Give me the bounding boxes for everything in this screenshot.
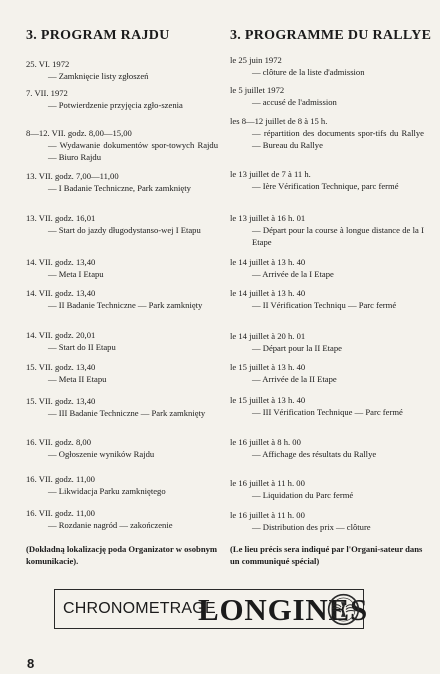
schedule-entry <box>26 127 218 163</box>
schedule-entry <box>26 212 218 236</box>
entry-date: le 15 juillet à 13 h. 40 <box>230 395 306 405</box>
entry-description: — Départ pour la course à longue distance de la I Etape <box>252 225 424 247</box>
schedule-entry <box>26 473 218 497</box>
schedule-entry <box>230 168 424 192</box>
program-heading-polish: 3. PROGRAM RAJDU <box>26 28 170 43</box>
entry-description: — Affichage des résultats du Rallye <box>252 449 377 459</box>
schedule-entry <box>26 361 218 385</box>
entry-description: — II Vérification Techniqu — Parc fermé <box>252 300 397 310</box>
entry-date: 16. VII. godz. 11,00 <box>26 508 95 518</box>
entry-date: le 13 juillet de 7 à 11 h. <box>230 169 311 179</box>
schedule-entry <box>26 395 218 419</box>
entry-description: — Start do jazdy długodystanso-wej I Etapu <box>48 225 201 235</box>
entry-date: les 8—12 juillet de 8 à 15 h. <box>230 116 328 126</box>
longines-timing-banner <box>54 589 369 629</box>
schedule-entry <box>230 361 424 385</box>
entry-description: — accusé de l'admission <box>252 97 337 107</box>
entry-date: 16. VII. godz. 11,00 <box>26 474 95 484</box>
schedule-entry <box>230 54 424 78</box>
entry-date: le 14 juillet à 20 h. 01 <box>230 331 306 341</box>
entry-date: le 14 juillet à 13 h. 40 <box>230 257 306 267</box>
entry-description: — I Badanie Techniczne, Park zamknięty <box>48 183 191 193</box>
schedule-entry <box>230 115 424 151</box>
entry-date: 16. VII. godz. 8,00 <box>26 437 92 447</box>
schedule-entry <box>26 436 218 460</box>
entry-date: 13. VII. godz. 16,01 <box>26 213 96 223</box>
winged-hourglass-emblem-icon <box>327 593 360 626</box>
schedule-entry <box>230 287 424 311</box>
program-heading-french: 3. PROGRAMME DU RALLYE <box>230 28 432 43</box>
schedule-entry <box>230 394 424 418</box>
entry-description: — III Badanie Techniczne — Park zamknięty <box>48 408 206 418</box>
schedule-entry <box>26 507 218 531</box>
entry-description: — Zamknięcie listy zgłoszeń <box>48 71 149 81</box>
entry-description: — Likwidacja Parku zamkniętego <box>48 486 166 496</box>
entry-date: le 15 juillet à 13 h. 40 <box>230 362 306 372</box>
schedule-entry <box>230 509 424 533</box>
entry-date: 15. VII. godz. 13,40 <box>26 362 96 372</box>
entry-description: — Potwierdzenie przyjęcia zgło-szenia <box>48 100 183 110</box>
longines-brand: LONGINES <box>198 592 369 627</box>
entry-description: — Start do II Etapu <box>48 342 116 352</box>
entry-date: 15. VII. godz. 13,40 <box>26 396 96 406</box>
page-number: 8 <box>27 656 35 671</box>
entry-date: 14. VII. godz. 20,01 <box>26 330 96 340</box>
schedule-entry <box>26 287 218 311</box>
schedule-entry <box>230 84 424 108</box>
entry-description: — Départ pour la II Etape <box>252 343 342 353</box>
location-note-french: (Le lieu précis sera indiqué par l'Organi-sateur dans un communiqué spécial) <box>230 544 423 566</box>
schedule-entry <box>230 330 424 354</box>
entry-description: — III Vérification Technique — Parc fermé <box>252 407 403 417</box>
entry-description: — Wydawanie dokumentów spor-towych Rajdu — Biuro Rajdu <box>48 140 218 162</box>
entry-date: le 16 juillet à 11 h. 00 <box>230 478 305 488</box>
entry-description: — Rozdanie nagród — zakończenie <box>48 520 173 530</box>
schedule-entry <box>26 256 218 280</box>
location-note-polish: (Dokładną lokalizację poda Organizator w osobnym komunikacie). <box>26 544 218 566</box>
entry-date: 14. VII. godz. 13,40 <box>26 257 96 267</box>
schedule-entry <box>230 477 424 501</box>
chronometrage-label: CHRONOMETRAGE <box>63 600 216 617</box>
entry-description: — Meta I Etapu <box>48 269 104 279</box>
entry-description: — répartition des documents spor-tifs du Rallye — Bureau du Rallye <box>252 128 424 150</box>
entry-date: le 25 juin 1972 <box>230 55 282 65</box>
schedule-entry <box>230 256 424 280</box>
entry-description: — Ière Vérification Technique, parc fermé <box>252 181 399 191</box>
entry-date: le 14 juillet à 13 h. 40 <box>230 288 306 298</box>
schedule-entry <box>26 329 218 353</box>
schedule-entry <box>230 212 424 248</box>
schedule-entry <box>26 87 218 111</box>
entry-description: — Arrivée de la II Etape <box>252 374 337 384</box>
entry-description: — Distribution des prix — clôture <box>252 522 371 532</box>
entry-date: le 13 juillet à 16 h. 01 <box>230 213 306 223</box>
entry-description: — Arrivée de la I Etape <box>252 269 334 279</box>
entry-description: — Meta II Etapu <box>48 374 107 384</box>
entry-date: 25. VI. 1972 <box>26 59 70 69</box>
entry-description: — Ogłoszenie wyników Rajdu <box>48 449 155 459</box>
entry-date: le 16 juillet à 8 h. 00 <box>230 437 301 447</box>
entry-description: — II Badanie Techniczne — Park zamknięty <box>48 300 203 310</box>
entry-date: 14. VII. godz. 13,40 <box>26 288 96 298</box>
entry-date: 7. VII. 1972 <box>26 88 68 98</box>
entry-date: le 5 juillet 1972 <box>230 85 285 95</box>
schedule-entry <box>230 436 424 460</box>
entry-description: — clôture de la liste d'admission <box>252 67 365 77</box>
schedule-entry <box>26 58 218 82</box>
entry-date: 13. VII. godz. 7,00—11,00 <box>26 171 119 181</box>
schedule-entry <box>26 170 218 194</box>
entry-description: — Liquidation du Parc fermé <box>252 490 354 500</box>
entry-date: le 16 juillet à 11 h. 00 <box>230 510 305 520</box>
entry-date: 8—12. VII. godz. 8,00—15,00 <box>26 128 132 138</box>
